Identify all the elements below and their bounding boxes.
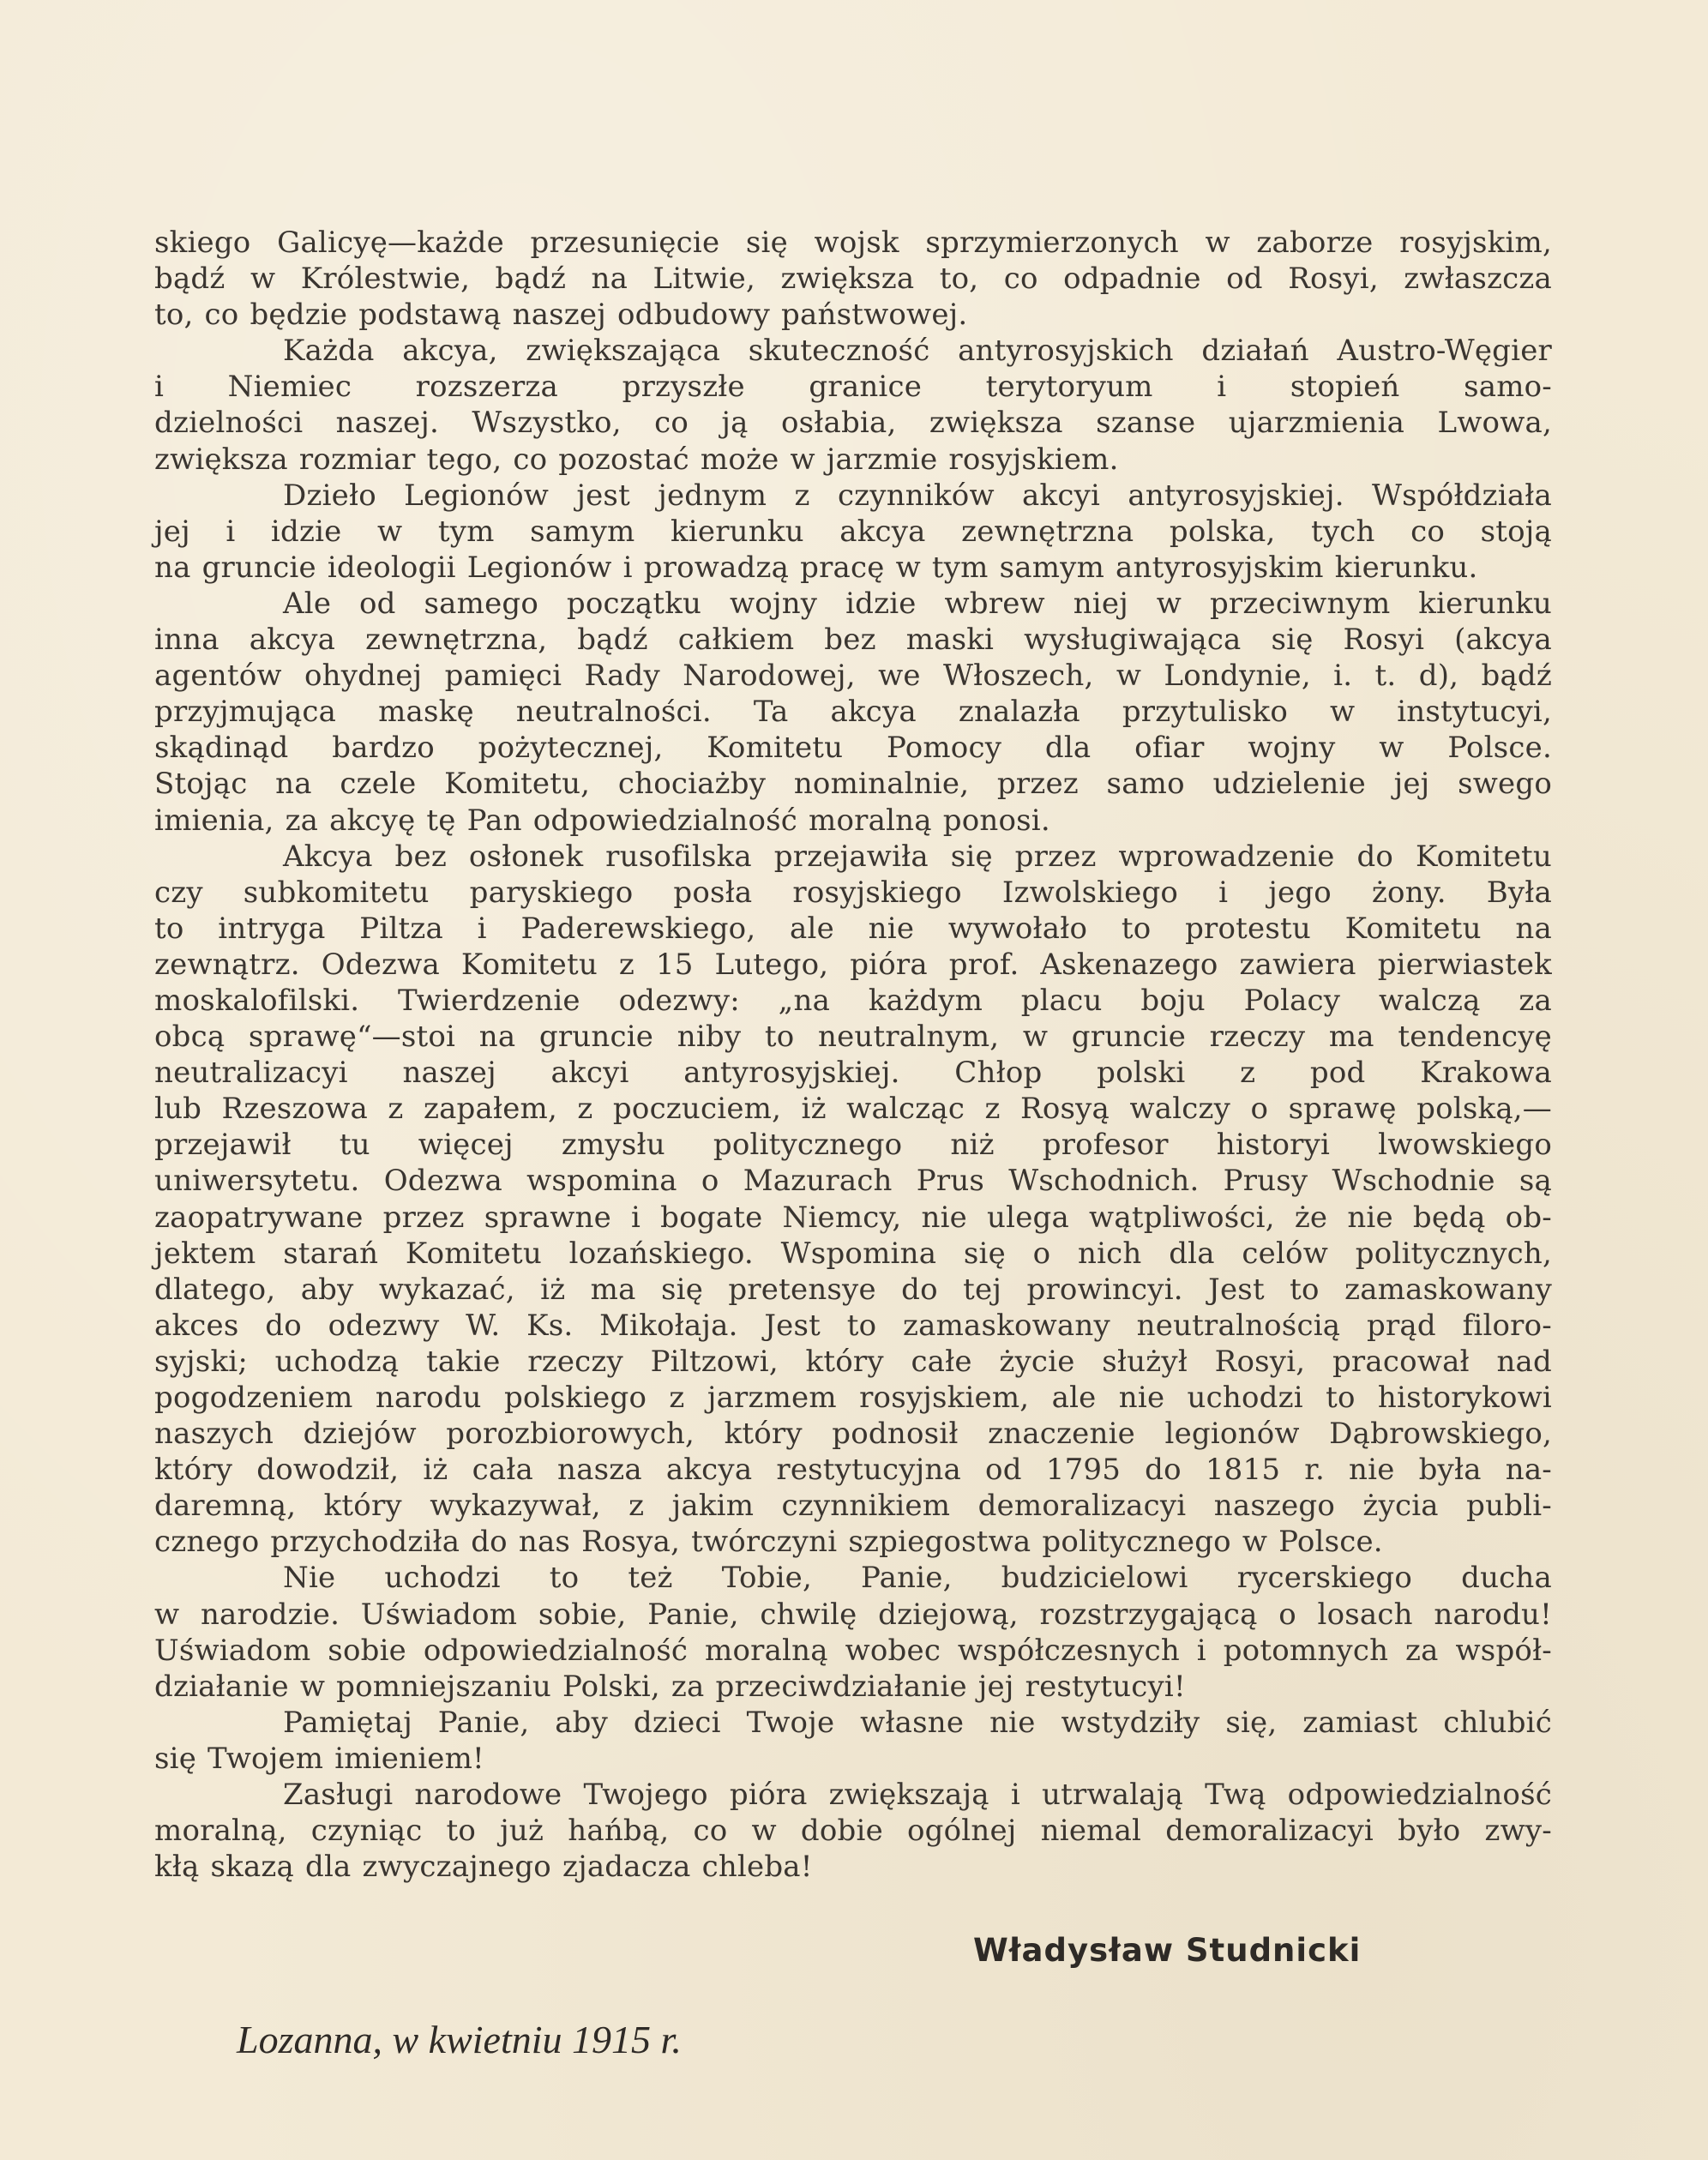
text-line: to intryga Piltza i Paderewskiego, ale nie wywołało to protestu Komitetu na	[154, 911, 1552, 946]
text-line: Pamiętaj Panie, aby dzieci Twoje własne nie wstydziły się, zamiast chlubić	[283, 1705, 1552, 1740]
text-line: Dzieło Legionów jest jednym z czynników akcyi antyrosyjskiej. Współdziała	[283, 478, 1552, 513]
text-line: Ale od samego początku wojny idzie wbrew niej w przeciwnym kierunku	[283, 586, 1552, 621]
text-line: zaopatrywane przez sprawne i bogate Niemcy, nie ulega wątpliwości, że nie będą ob-	[154, 1200, 1552, 1235]
text-line: moskalofilski. Twierdzenie odezwy: „na każdym placu boju Polacy walczą za	[154, 983, 1552, 1018]
text-line: cznego przychodziła do nas Rosya, twórczyni szpiegostwa politycznego w Polsce.	[154, 1525, 1383, 1560]
text-line: który dowodził, iż cała nasza akcya restytucyjna od 1795 do 1815 r. nie była na-	[154, 1453, 1552, 1488]
text-line: Zasługi narodowe Twojego pióra zwiększają i utrwalają Twą odpowiedzialność	[283, 1778, 1552, 1813]
text-line: uniwersytetu. Odezwa wspomina o Mazurach Prus Wschodnich. Prusy Wschodnie są	[154, 1164, 1552, 1199]
text-line: przejawił tu więcej zmysłu politycznego niż profesor historyi lwowskiego	[154, 1128, 1552, 1163]
text-line: jej i idzie w tym samym kierunku akcya zewnętrzna polska, tych co stoją	[154, 514, 1552, 549]
text-line: pogodzeniem narodu polskiego z jarzmem rosyjskiem, ale nie uchodzi to historykowi	[154, 1381, 1552, 1415]
dateline: Lozanna, w kwietniu 1915 r.	[237, 2018, 682, 2061]
text-line: skądinąd bardzo pożytecznej, Komitetu Pomocy dla ofiar wojny w Polsce.	[154, 731, 1552, 766]
text-line: daremną, który wykazywał, z jakim czynnikiem demoralizacyi naszego życia publi-	[154, 1489, 1552, 1524]
text-line: skiego Galicyę—każde przesunięcie się wojsk sprzymierzonych w zaborze rosyjskim,	[154, 226, 1552, 260]
text-line: Uświadom sobie odpowiedzialność moralną wobec współczesnych i potomnych za współ-	[154, 1633, 1552, 1668]
text-line: naszych dziejów porozbiorowych, który podnosił znaczenie legionów Dąbrowskiego,	[154, 1417, 1552, 1452]
text-line: zwiększa rozmiar tego, co pozostać może w jarzmie rosyjskiem.	[154, 442, 1119, 477]
text-line: moralną, czyniąc to już hańbą, co w dobie ogólnej niemal demoralizacyi było zwy-	[154, 1814, 1552, 1849]
text-line: Każda akcya, zwiększająca skuteczność antyrosyjskich działań Austro-Węgier	[283, 334, 1552, 369]
text-line: czy subkomitetu paryskiego posła rosyjskiego Izwolskiego i jego żony. Była	[154, 875, 1552, 910]
text-line: i Niemiec rozszerza przyszłe granice terytoryum i stopień samo-	[154, 370, 1552, 405]
text-line: dlatego, aby wykazać, iż ma się pretensye do tej prowincyi. Jest to zamaskowany	[154, 1272, 1552, 1307]
text-line: Akcya bez osłonek rusofilska przejawiła się przez wprowadzenie do Komitetu	[283, 839, 1552, 874]
text-line: w narodzie. Uświadom sobie, Panie, chwilę dziejową, rozstrzygającą o losach narodu!	[154, 1597, 1552, 1632]
text-line: Nie uchodzi to też Tobie, Panie, budzicielowi rycerskiego ducha	[283, 1561, 1552, 1596]
text-line: Stojąc na czele Komitetu, chociażby nominalnie, przez samo udzielenie jej swego	[154, 767, 1552, 802]
text-line: bądź w Królestwie, bądź na Litwie, zwiększa to, co odpadnie od Rosyi, zwłaszcza	[154, 262, 1552, 297]
text-line: przyjmująca maskę neutralności. Ta akcya znalazła przytulisko w instytucyi,	[154, 695, 1552, 730]
text-line: agentów ohydnej pamięci Rady Narodowej, we Włoszech, w Londynie, i. t. d), bądź	[154, 659, 1552, 694]
text-line: się Twojem imieniem!	[154, 1741, 484, 1776]
text-line: jektem starań Komitetu lozańskiego. Wspomina się o nich dla celów politycznych,	[154, 1236, 1552, 1271]
text-line: dzielności naszej. Wszystko, co ją osłabia, zwiększa szanse ujarzmienia Lwowa,	[154, 406, 1552, 441]
text-line: działanie w pomniejszaniu Polski, za przeciwdziałanie jej restytucyi!	[154, 1669, 1186, 1704]
signature: Władysław Studnicki	[973, 1932, 1362, 1969]
text-line: akces do odezwy W. Ks. Mikołaja. Jest to zamaskowany neutralnością prąd filoro-	[154, 1308, 1552, 1343]
text-line: zewnątrz. Odezwa Komitetu z 15 Lutego, pióra prof. Askenazego zawiera pierwiastek	[154, 947, 1552, 982]
text-line: imienia, za akcyę tę Pan odpowiedzialność moralną ponosi.	[154, 803, 1050, 838]
text-line: syjski; uchodzą takie rzeczy Piltzowi, który całe życie służył Rosyi, pracował nad	[154, 1344, 1552, 1379]
text-line: to, co będzie podstawą naszej odbudowy państwowej.	[154, 298, 968, 333]
text-line: obcą sprawę“—stoi na gruncie niby to neutralnym, w gruncie rzeczy ma tendencyę	[154, 1020, 1552, 1055]
letter-body	[154, 225, 1552, 1885]
text-line: kłą skazą dla zwyczajnego zjadacza chleba!	[154, 1850, 813, 1885]
text-line: lub Rzeszowa z zapałem, z poczuciem, iż walcząc z Rosyą walczy o sprawę polską,—	[154, 1092, 1552, 1127]
text-line: na gruncie ideologii Legionów i prowadzą pracę w tym samym antyrosyjskim kierunku.	[154, 550, 1478, 585]
text-line: neutralizacyi naszej akcyi antyrosyjskiej. Chłop polski z pod Krakowa	[154, 1056, 1552, 1091]
text-line: inna akcya zewnętrzna, bądź całkiem bez maski wysługiwająca się Rosyi (akcya	[154, 623, 1552, 658]
